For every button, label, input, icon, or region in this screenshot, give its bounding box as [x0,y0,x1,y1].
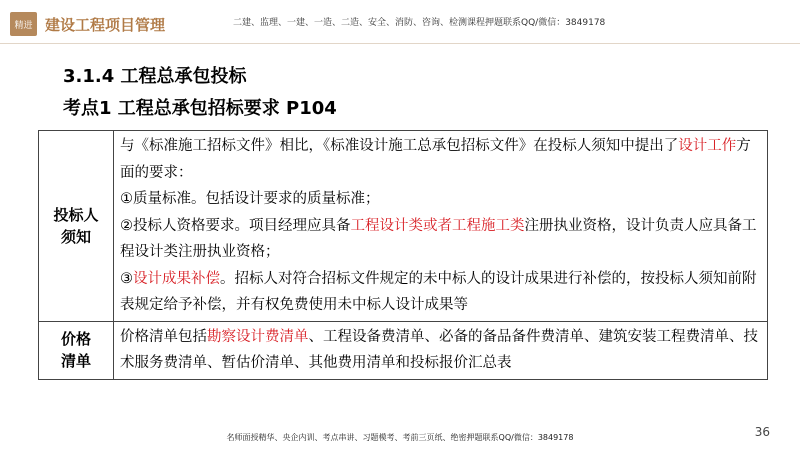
price-list-content [114,321,768,379]
label-line: 投标人 [53,205,99,224]
topic-heading: 考点1 工程总承包招标要求 P104 [63,98,337,119]
page-number: 36 [754,425,770,439]
text-run: ③ [120,270,133,287]
table-row [39,131,768,322]
text-run: 方面的要求： [120,138,751,181]
text-run: 。招标人对符合招标文件规定的未中标人的设计成果进行补偿的，按投标人须知前附表规定给予补偿，并有权免费使用未中标人设计成果等 [120,270,757,313]
text-run: ②投标人资格要求。项目经理应具备 [120,217,351,234]
text-run: 注册执业资格，设计负责人应具备工程设计类注册执业资格； [120,217,757,260]
header-divider [0,43,800,44]
row-label-price-list [39,321,114,379]
text-run: 与《标准施工招标文件》相比，《标准设计施工总承包招标文件》在投标人须知中提出了 [120,138,679,154]
label-line: 须知 [60,227,91,246]
highlight-text: 设计工作 [678,138,737,154]
label-line: 清单 [60,352,91,370]
highlight-text: 勘察设计费清单 [207,328,309,345]
text-run: 、工程设备费清单、必备的备品备件费清单、建筑安装工程费清单、技术服务费清单、暂估价清单、其他费用清单和投标报价汇总表 [120,328,758,371]
bidder-notice-content [114,131,768,322]
section-heading: 3.1.4 工程总承包投标 [63,66,247,87]
brand-logo: 精进 [10,12,37,36]
list-item: ①质量标准。包括设计要求的质量标准； [120,191,380,207]
intro-text [120,133,761,186]
row-label-bidder-notice [39,131,114,322]
table-row [39,321,768,379]
text-run: 价格清单包括 [120,328,207,345]
highlight-text: 设计成果补偿 [133,270,220,287]
requirements-table [38,130,768,380]
list-item [120,213,761,266]
highlight-text: 工程设计类或者工程施工类 [350,217,525,234]
course-title: 建设工程项目管理 [45,15,166,34]
footer-notice: 名师面授精华、央企内训、考点串讲、习题模考、考前三页纸、绝密押题联系QQ/微信：3849178 [226,433,574,442]
header-notice: 二建、监理、一建、一造、二造、安全、消防、咨询、检测课程押题联系QQ/微信：3849178 [233,18,606,28]
brand-header [10,11,165,37]
list-item [120,266,761,319]
label-line: 价格 [60,330,91,348]
